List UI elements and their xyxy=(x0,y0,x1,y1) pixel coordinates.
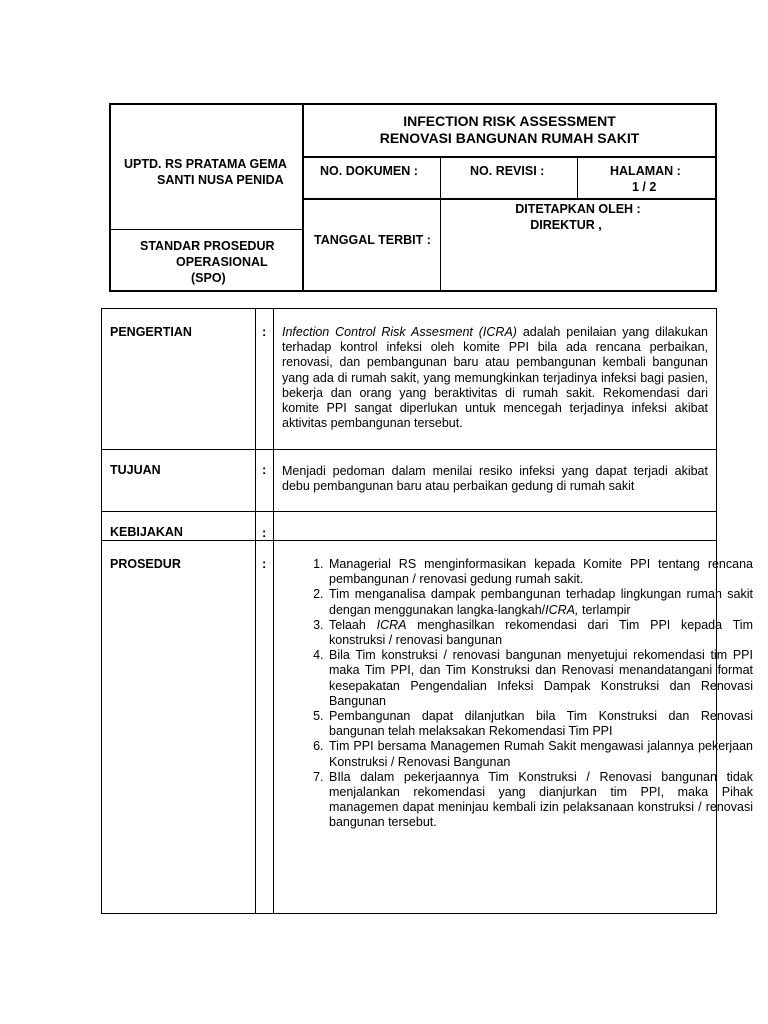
tujuan-label: TUJUAN xyxy=(110,463,161,477)
prosedur-label: PROSEDUR xyxy=(110,557,181,571)
table-divider-horizontal-3 xyxy=(102,540,716,541)
spo-line3: (SPO) xyxy=(191,271,226,285)
direktur-label: DIREKTUR , xyxy=(530,218,602,232)
no-revisi-label: NO. REVISI : xyxy=(470,164,545,178)
table-divider-horizontal-1 xyxy=(102,449,716,450)
tujuan-colon: : xyxy=(262,462,267,477)
prosedur-steps xyxy=(282,557,753,831)
header-divider-horizontal-1 xyxy=(302,156,715,158)
spo-line2: OPERASIONAL xyxy=(176,255,268,269)
pengertian-body: adalah penilaian yang dilakukan terhadap kontrol infeksi oleh komite PPI bila ada rencana perbaikan, renovasi, dan pembangunan baru atau pembangunan kembali bangunan yang ada di rumah sakit, yang memungkinkan terjadinya infeksi bagi pasien, bekerja dan orang yang beraktivitas di rumah sakit. Rekomendasi dari komite PPI sangat diperlukan untuk mencegah terjadinya infeksi akibat aktivitas pembangunan tersebut. xyxy=(282,325,708,431)
pengertian-label: PENGERTIAN xyxy=(110,325,192,339)
pengertian-text xyxy=(282,325,708,431)
institution-name xyxy=(124,156,304,188)
table-divider-horizontal-2 xyxy=(102,511,716,512)
icra-term: Infection Control Risk Assesment (ICRA) xyxy=(282,325,517,339)
no-dokumen-label: NO. DOKUMEN : xyxy=(320,164,418,178)
prosedur-step: 1. Managerial RS menginformasikan kepada Komite PPI tentang rencana pembangunan / renovasi gedung rumah sakit. xyxy=(327,557,753,587)
prosedur-step: 5. Pembangunan dapat dilanjutkan bila Tim Konstruksi dan Renovasi bangunan telah melaksakan Rekomendasi Tim PPI xyxy=(327,709,753,739)
kebijakan-colon: : xyxy=(262,525,267,540)
institution-line2: SANTI NUSA PENIDA xyxy=(157,173,284,187)
tujuan-text: Menjadi pedoman dalam menilai resiko infeksi yang dapat terjadi akibat debu pembangunan baru atau perbaikan gedung di rumah sakit xyxy=(282,464,708,494)
tanggal-terbit-label: TANGGAL TERBIT : xyxy=(314,233,431,247)
document-title xyxy=(304,113,715,147)
prosedur-step: 6. Tim PPI bersama Managemen Rumah Sakit mengawasi jalannya pekerjaan Konstruksi / Renovasi Bangunan xyxy=(327,739,753,769)
halaman-label: HALAMAN : xyxy=(610,164,681,178)
table-divider-vertical-2 xyxy=(273,309,274,913)
institution-line1: UPTD. RS PRATAMA GEMA xyxy=(124,157,287,171)
halaman-value: 1 / 2 xyxy=(632,180,657,194)
spo-line1: STANDAR PROSEDUR xyxy=(140,239,275,253)
title-line2: RENOVASI BANGUNAN RUMAH SAKIT xyxy=(379,130,640,146)
prosedur-step: 4. Bila Tim konstruksi / renovasi bangunan menyetujui rekomendasi tim PPI maka Tim PPI, dan Tim Konstruksi dan Renovasi menandatangani format kesepakatan Pengendalian Infeksi Dampak Konstruksi dan Renovasi Bangunan xyxy=(327,648,753,709)
ditetapkan-block xyxy=(441,201,715,233)
prosedur-step: 2. Tim menganalisa dampak pembangunan terhadap lingkungan rumah sakit dengan menggunakan langka-langkah/ICRA, terlampir xyxy=(327,587,753,617)
pengertian-colon: : xyxy=(262,324,267,339)
halaman-block xyxy=(577,163,715,195)
header-divider-horizontal-left xyxy=(111,229,304,230)
document-header xyxy=(109,103,717,292)
spo-title xyxy=(140,238,300,286)
prosedur-step: 7. BIla dalam pekerjaannya Tim Konstruksi / Renovasi bangunan tidak menjalankan rekomendasi yang dianjurkan tim PPI, maka Pihak managemen dapat meninjau kembali izin pelaksanaan konstruksi / renovasi bangunan tersebut. xyxy=(327,770,753,831)
header-divider-horizontal-2 xyxy=(302,198,715,200)
kebijakan-label: KEBIJAKAN xyxy=(110,525,183,539)
title-line1: INFECTION RISK ASSESSMENT xyxy=(403,113,616,129)
ditetapkan-label: DITETAPKAN OLEH : xyxy=(515,202,641,216)
prosedur-colon: : xyxy=(262,556,267,571)
table-divider-vertical-1 xyxy=(255,309,256,913)
prosedur-step: 3. Telaah ICRA menghasilkan rekomendasi dari Tim PPI kepada Tim konstruksi / renovasi bangunan xyxy=(327,618,753,648)
spo-content-table xyxy=(101,308,753,914)
